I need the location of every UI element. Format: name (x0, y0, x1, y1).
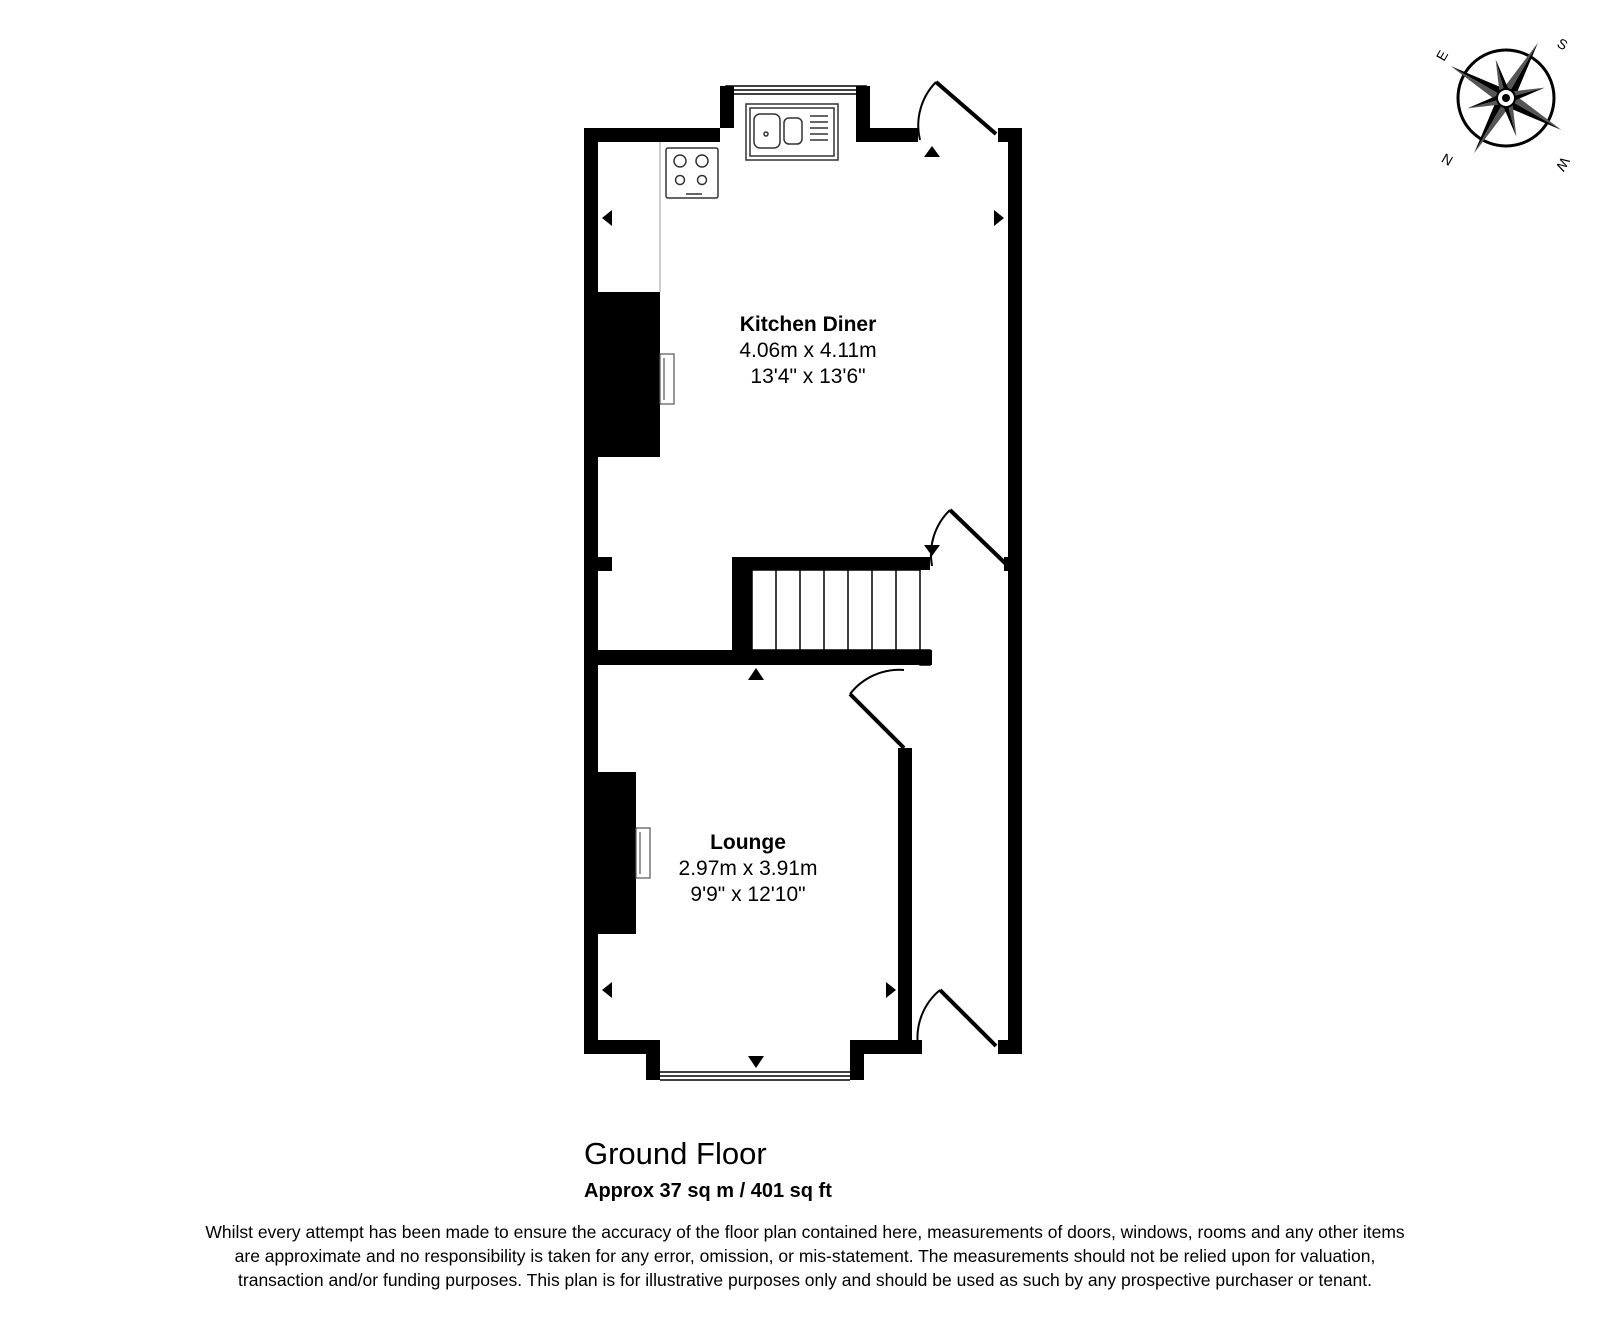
disclaimer-text: Whilst every attempt has been made to ensure the accuracy of the floor plan contained here, measurements of doors, windows, rooms and any other items are approximate and no responsibility is taken for any error, omission, or mis-statement. The measurements should not be relied upon for valuation, transaction and/or funding purposes. This plan is for illustrative purposes only and should be used as such by any prospective purchaser or tenant. (205, 1222, 1405, 1290)
door-lounge (850, 694, 904, 748)
arrow-kitchen-bottom (924, 545, 940, 556)
bay-left (646, 1040, 660, 1080)
wall-top-left (584, 128, 720, 142)
wall-hall (898, 748, 912, 1054)
arrow-lounge-bottom (748, 1056, 764, 1068)
floor-title: Ground Floor (584, 1136, 767, 1171)
room-dimensions-metric: 2.97m x 3.91m (678, 857, 818, 880)
window-stub-top-left (720, 86, 734, 128)
sink-icon (746, 104, 838, 160)
compass-label-north: N (1438, 150, 1456, 170)
fireplace-kitchen-icon (660, 354, 674, 404)
arrow-kitchen-top (924, 146, 940, 157)
wall-divider (598, 650, 932, 665)
wall-bottom-far-right (998, 1040, 1022, 1054)
arrow-lounge-left (602, 982, 612, 998)
arrow-kitchen-right (994, 210, 1004, 226)
hob-icon (666, 148, 718, 198)
room-dimensions-imperial: 9'9" x 12'10" (690, 883, 806, 906)
dimension-arrows (602, 146, 1004, 1068)
bay-right (850, 1040, 864, 1080)
stairs (752, 570, 930, 665)
arrow-kitchen-left (602, 210, 612, 226)
door-front (940, 990, 996, 1046)
compass-label-south: S (1554, 34, 1571, 54)
compass-label-west: W (1552, 154, 1574, 174)
room-dimensions-metric: 4.06m x 4.11m (739, 339, 877, 362)
arrow-lounge-right (886, 982, 896, 998)
compass-icon (1419, 11, 1594, 186)
wall-hall-stub (1004, 557, 1022, 571)
window-stub-top-right (856, 86, 870, 128)
chimney-breast-kitchen (598, 292, 660, 457)
arrow-lounge-top (748, 668, 764, 680)
room-label-lounge (628, 830, 868, 908)
walls (584, 86, 1022, 1080)
wall-stairs-top (732, 557, 930, 570)
room-label-kitchen (688, 312, 928, 390)
room-name: Kitchen Diner (739, 313, 877, 336)
compass-label-east: E (1432, 47, 1452, 64)
room-name: Lounge (710, 831, 786, 854)
wall-left (584, 128, 598, 1054)
door-kitchen-back (936, 82, 996, 134)
wall-right (1008, 128, 1022, 1054)
floor-area: Approx 37 sq m / 401 sq ft (584, 1180, 832, 1202)
windows (660, 86, 866, 1080)
wall-stub-left (598, 557, 612, 571)
wall-top-right (856, 128, 918, 142)
door-hall-kitchen (950, 510, 1006, 564)
room-dimensions-imperial: 13'4" x 13'6" (750, 365, 866, 388)
wall-stairs-left (732, 557, 752, 665)
